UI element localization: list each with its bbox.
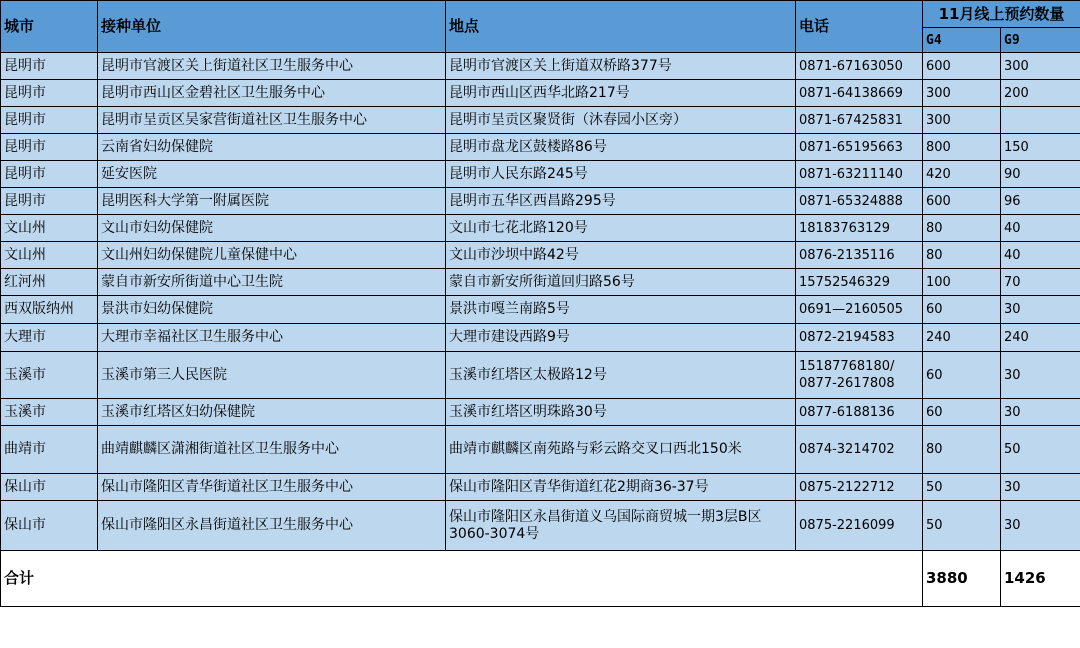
city-cell[interactable]: 保山市 — [1, 501, 98, 551]
city-cell[interactable]: 昆明市 — [1, 53, 98, 80]
city-cell[interactable]: 红河州 — [1, 269, 98, 296]
g4-cell[interactable]: 60 — [923, 352, 1001, 399]
unit-cell[interactable]: 昆明市西山区金碧社区卫生服务中心 — [98, 80, 446, 107]
header-address[interactable]: 地点 — [446, 1, 796, 53]
g9-cell[interactable]: 30 — [1001, 399, 1080, 426]
header-november-bookings[interactable]: 11月线上预约数量 — [923, 1, 1080, 28]
unit-cell[interactable]: 昆明市呈贡区吴家营街道社区卫生服务中心 — [98, 107, 446, 134]
g9-cell[interactable]: 30 — [1001, 474, 1080, 501]
table-row — [1, 80, 1080, 107]
city-cell[interactable]: 西双版纳州 — [1, 296, 98, 324]
table-row — [1, 501, 1080, 551]
unit-cell[interactable]: 景洪市妇幼保健院 — [98, 296, 446, 324]
phone-cell[interactable]: 18183763129 — [796, 215, 923, 242]
g4-cell[interactable]: 80 — [923, 215, 1001, 242]
g4-cell[interactable]: 300 — [923, 107, 1001, 134]
g9-cell[interactable]: 240 — [1001, 324, 1080, 352]
g9-cell[interactable]: 40 — [1001, 242, 1080, 269]
phone-cell[interactable]: 15752546329 — [796, 269, 923, 296]
address-cell[interactable]: 昆明市五华区西昌路295号 — [446, 188, 796, 215]
g9-cell[interactable]: 200 — [1001, 80, 1080, 107]
g9-cell[interactable]: 90 — [1001, 161, 1080, 188]
table-row — [1, 53, 1080, 80]
table-row — [1, 188, 1080, 215]
unit-cell[interactable]: 玉溪市红塔区妇幼保健院 — [98, 399, 446, 426]
table-row — [1, 161, 1080, 188]
g4-cell[interactable]: 80 — [923, 242, 1001, 269]
phone-cell[interactable]: 15187768180/ 0877-2617808 — [796, 352, 923, 399]
table-row — [1, 324, 1080, 352]
g9-cell[interactable]: 300 — [1001, 53, 1080, 80]
table-row — [1, 352, 1080, 399]
table-row — [1, 107, 1080, 134]
phone-cell[interactable]: 0875-2216099 — [796, 501, 923, 551]
address-cell[interactable]: 昆明市盘龙区鼓楼路86号 — [446, 134, 796, 161]
header-unit[interactable]: 接种单位 — [98, 1, 446, 53]
unit-cell[interactable]: 昆明医科大学第一附属医院 — [98, 188, 446, 215]
table-row — [1, 269, 1080, 296]
phone-cell[interactable]: 0871-67425831 — [796, 107, 923, 134]
city-cell[interactable]: 玉溪市 — [1, 399, 98, 426]
g4-cell[interactable]: 300 — [923, 80, 1001, 107]
g4-cell[interactable]: 80 — [923, 426, 1001, 474]
table-row — [1, 399, 1080, 426]
table-body — [1, 53, 1080, 607]
phone-cell[interactable]: 0871-67163050 — [796, 53, 923, 80]
phone-cell[interactable]: 0877-6188136 — [796, 399, 923, 426]
address-cell[interactable]: 昆明市官渡区关上街道双桥路377号 — [446, 53, 796, 80]
g4-cell[interactable]: 60 — [923, 399, 1001, 426]
address-cell[interactable]: 景洪市嘎兰南路5号 — [446, 296, 796, 324]
city-cell[interactable]: 玉溪市 — [1, 352, 98, 399]
city-cell[interactable]: 昆明市 — [1, 161, 98, 188]
address-cell[interactable]: 曲靖市麒麟区南苑路与彩云路交叉口西北150米 — [446, 426, 796, 474]
g4-cell[interactable]: 100 — [923, 269, 1001, 296]
unit-cell[interactable]: 云南省妇幼保健院 — [98, 134, 446, 161]
city-cell[interactable]: 文山州 — [1, 215, 98, 242]
unit-cell[interactable]: 文山市妇幼保健院 — [98, 215, 446, 242]
address-cell[interactable]: 文山市七花北路120号 — [446, 215, 796, 242]
g9-cell[interactable]: 96 — [1001, 188, 1080, 215]
g4-cell[interactable]: 240 — [923, 324, 1001, 352]
total-g4[interactable]: 3880 — [923, 551, 1001, 607]
g4-cell[interactable]: 50 — [923, 474, 1001, 501]
unit-cell[interactable]: 保山市隆阳区青华街道社区卫生服务中心 — [98, 474, 446, 501]
unit-cell[interactable]: 玉溪市第三人民医院 — [98, 352, 446, 399]
header-city[interactable]: 城市 — [1, 1, 98, 53]
address-cell[interactable]: 文山市沙坝中路42号 — [446, 242, 796, 269]
table-row — [1, 134, 1080, 161]
table-row — [1, 474, 1080, 501]
table-row — [1, 242, 1080, 269]
phone-cell[interactable]: 0875-2122712 — [796, 474, 923, 501]
city-cell[interactable]: 昆明市 — [1, 134, 98, 161]
unit-cell[interactable]: 延安医院 — [98, 161, 446, 188]
header-g4[interactable]: G4 — [923, 28, 1001, 53]
address-cell[interactable]: 昆明市西山区西华北路217号 — [446, 80, 796, 107]
phone-cell[interactable]: 0871-65324888 — [796, 188, 923, 215]
city-cell[interactable]: 文山州 — [1, 242, 98, 269]
g9-cell[interactable]: 70 — [1001, 269, 1080, 296]
address-cell[interactable]: 昆明市呈贡区聚贤街（沐春园小区旁） — [446, 107, 796, 134]
g9-cell[interactable] — [1001, 107, 1080, 134]
g9-cell[interactable]: 30 — [1001, 352, 1080, 399]
unit-cell[interactable]: 大理市幸福社区卫生服务中心 — [98, 324, 446, 352]
total-g9[interactable]: 1426 — [1001, 551, 1080, 607]
unit-cell[interactable]: 曲靖麒麟区潇湘街道社区卫生服务中心 — [98, 426, 446, 474]
address-cell[interactable]: 蒙自市新安所街道回归路56号 — [446, 269, 796, 296]
phone-cell[interactable]: 0871-63211140 — [796, 161, 923, 188]
g4-cell[interactable]: 420 — [923, 161, 1001, 188]
table-row — [1, 215, 1080, 242]
city-cell[interactable]: 曲靖市 — [1, 426, 98, 474]
city-cell[interactable]: 保山市 — [1, 474, 98, 501]
g9-cell[interactable]: 50 — [1001, 426, 1080, 474]
city-cell[interactable]: 昆明市 — [1, 188, 98, 215]
address-cell[interactable]: 玉溪市红塔区明珠路30号 — [446, 399, 796, 426]
total-label[interactable]: 合计 — [1, 551, 923, 607]
g9-cell[interactable]: 30 — [1001, 296, 1080, 324]
g9-cell[interactable]: 30 — [1001, 501, 1080, 551]
table-row — [1, 426, 1080, 474]
city-cell[interactable]: 大理市 — [1, 324, 98, 352]
address-cell[interactable]: 昆明市人民东路245号 — [446, 161, 796, 188]
g9-cell[interactable]: 150 — [1001, 134, 1080, 161]
unit-cell[interactable]: 文山州妇幼保健院儿童保健中心 — [98, 242, 446, 269]
header-g9[interactable]: G9 — [1001, 28, 1080, 53]
g4-cell[interactable]: 60 — [923, 296, 1001, 324]
g4-cell[interactable]: 600 — [923, 188, 1001, 215]
g4-cell[interactable]: 600 — [923, 53, 1001, 80]
address-cell[interactable]: 大理市建设西路9号 — [446, 324, 796, 352]
unit-cell[interactable]: 保山市隆阳区永昌街道社区卫生服务中心 — [98, 501, 446, 551]
phone-cell[interactable]: 0876-2135116 — [796, 242, 923, 269]
phone-cell[interactable]: 0872-2194583 — [796, 324, 923, 352]
phone-cell[interactable]: 0874-3214702 — [796, 426, 923, 474]
g4-cell[interactable]: 50 — [923, 501, 1001, 551]
unit-cell[interactable]: 蒙自市新安所街道中心卫生院 — [98, 269, 446, 296]
phone-cell[interactable]: 0871-65195663 — [796, 134, 923, 161]
city-cell[interactable]: 昆明市 — [1, 107, 98, 134]
phone-cell[interactable]: 0871-64138669 — [796, 80, 923, 107]
city-cell[interactable]: 昆明市 — [1, 80, 98, 107]
unit-cell[interactable]: 昆明市官渡区关上街道社区卫生服务中心 — [98, 53, 446, 80]
address-cell[interactable]: 玉溪市红塔区太极路12号 — [446, 352, 796, 399]
g9-cell[interactable]: 40 — [1001, 215, 1080, 242]
g4-cell[interactable]: 800 — [923, 134, 1001, 161]
address-cell[interactable]: 保山市隆阳区永昌街道义乌国际商贸城一期3层B区3060-3074号 — [446, 501, 796, 551]
total-row — [1, 551, 1080, 607]
table-row — [1, 296, 1080, 324]
phone-cell[interactable]: 0691—2160505 — [796, 296, 923, 324]
address-cell[interactable]: 保山市隆阳区青华街道红花2期商36-37号 — [446, 474, 796, 501]
header-phone[interactable]: 电话 — [796, 1, 923, 53]
